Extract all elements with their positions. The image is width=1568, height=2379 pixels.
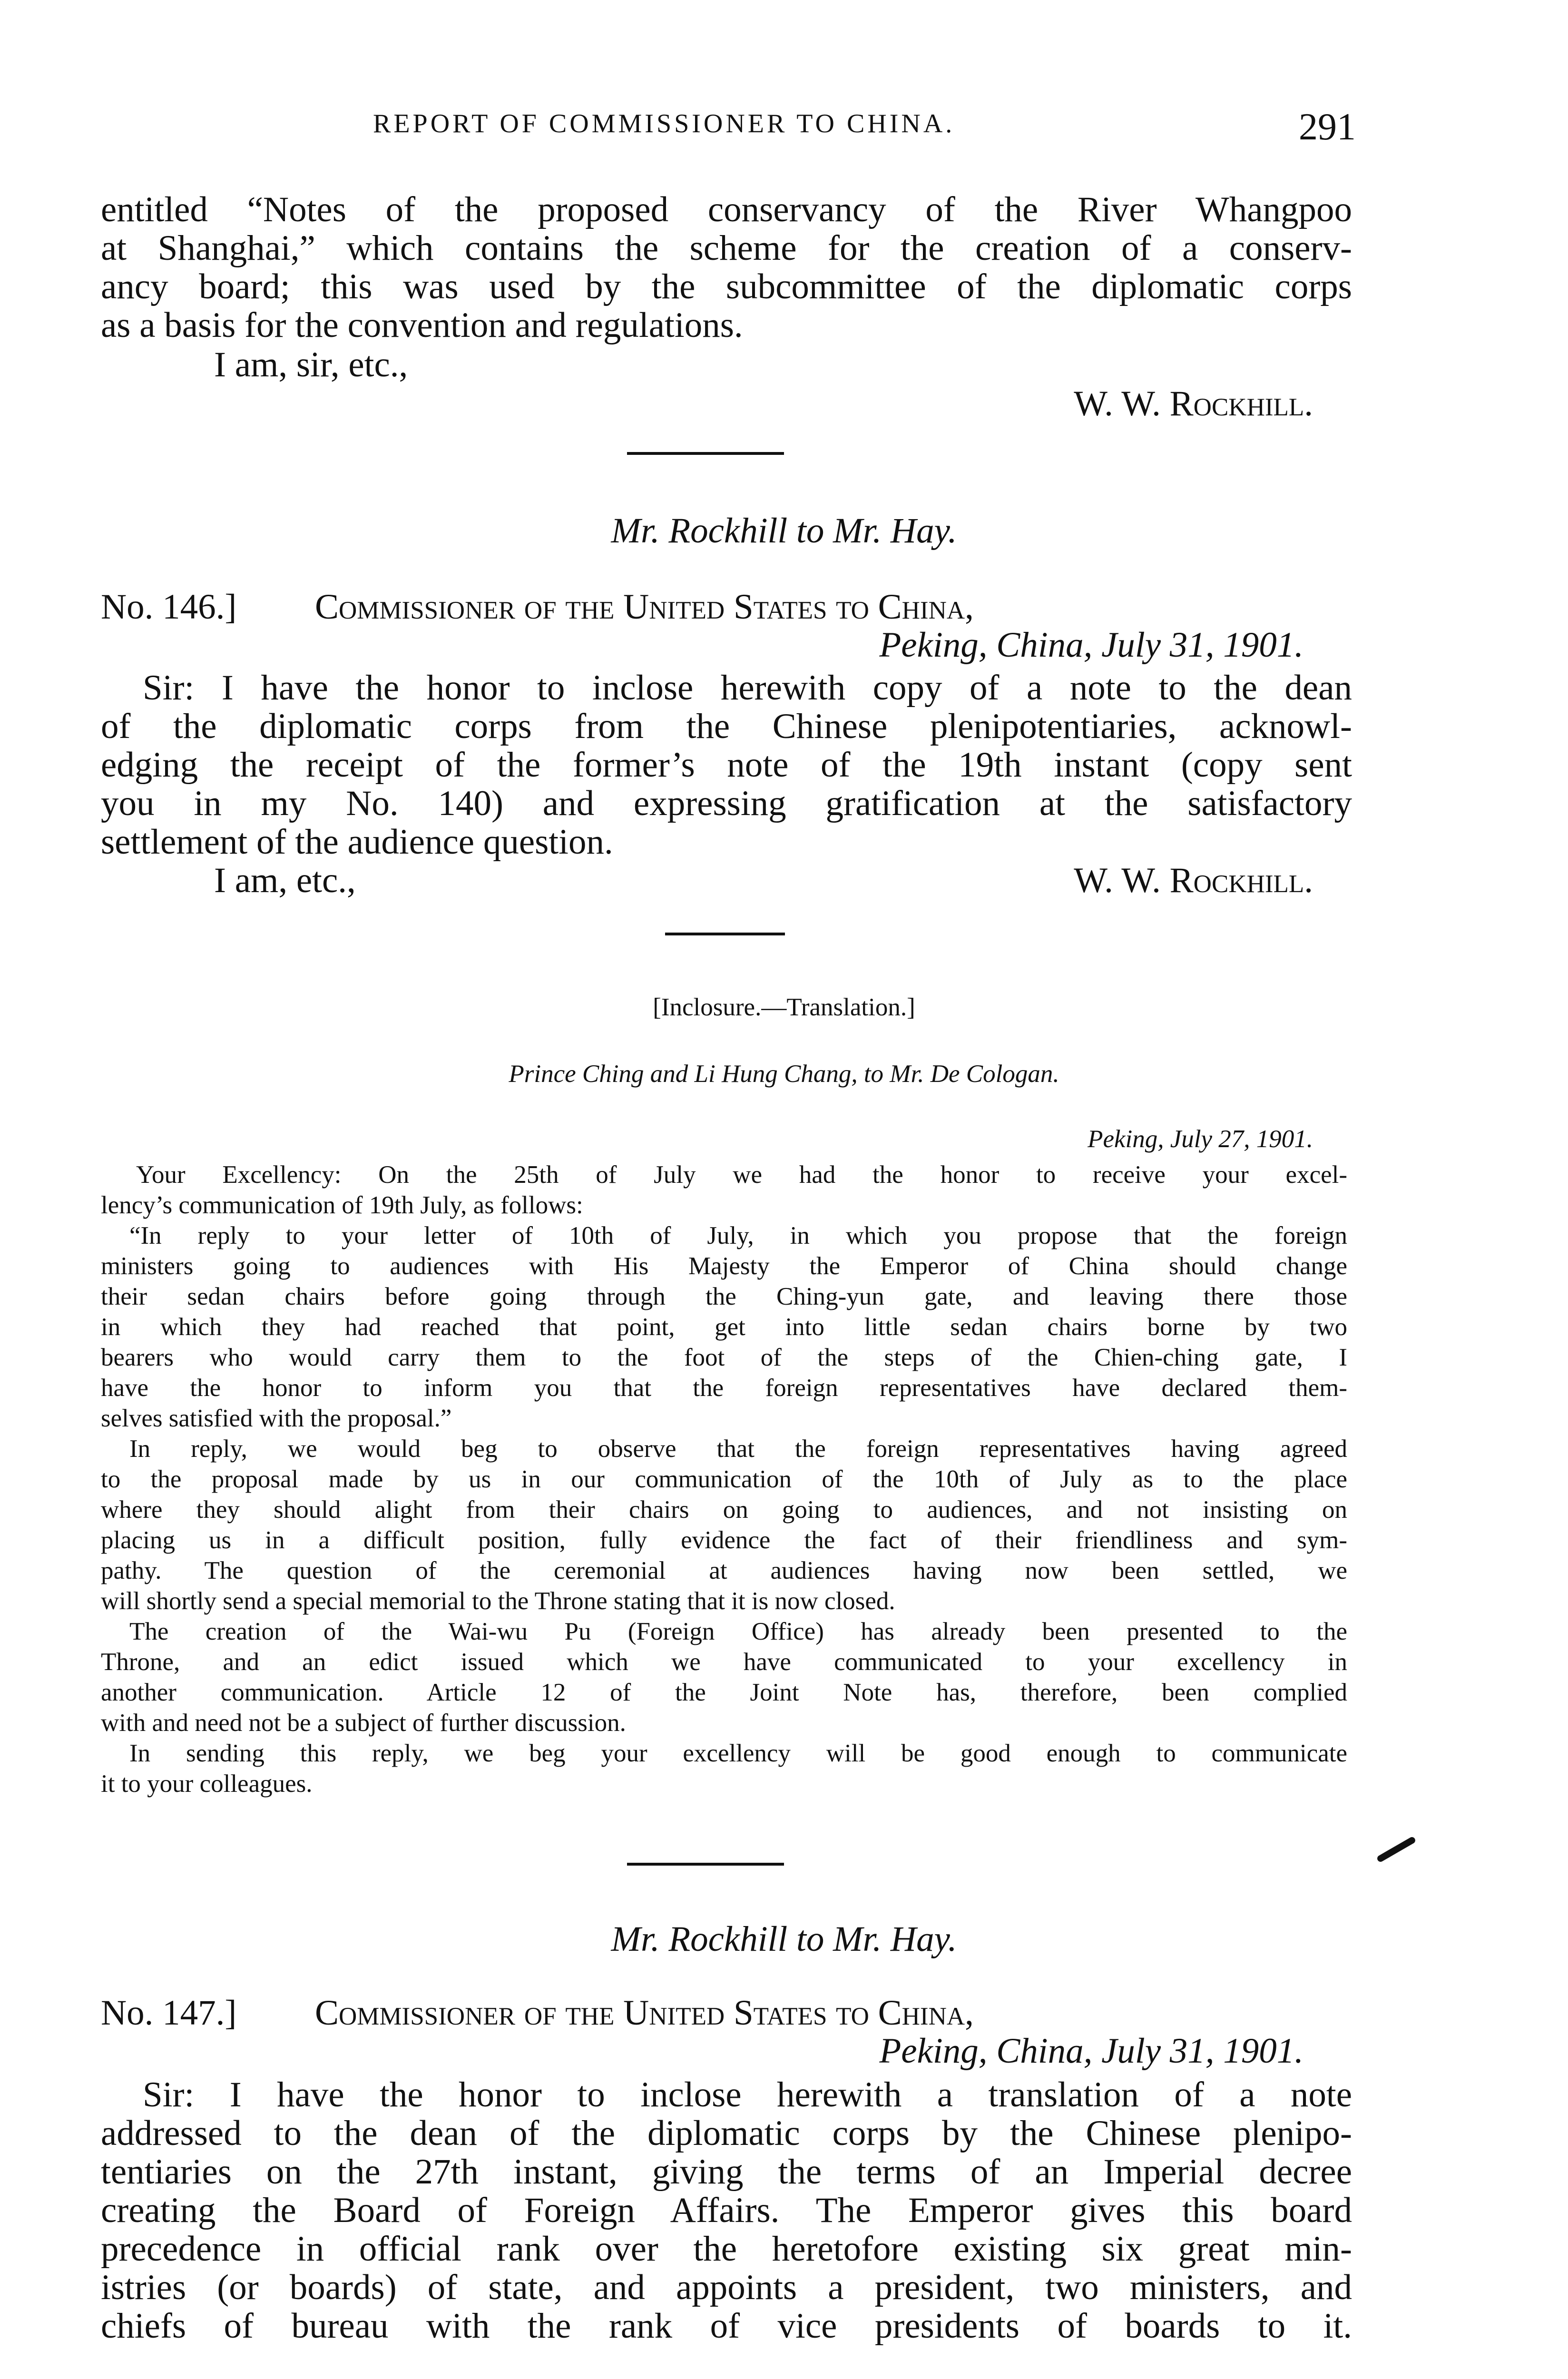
inclosure-body: [101, 1160, 1347, 1799]
text-line: The creation of the Wai-wu Pu (Foreign Office) has already been presented to the: [129, 1618, 1347, 1645]
letter2-body: [101, 2075, 1352, 2345]
text-line: tentiaries on the 27th instant, giving the terms of an Imperial decree: [101, 2152, 1352, 2192]
header-title: REPORT OF COMMISSIONER TO CHINA.: [373, 109, 955, 138]
text-line: have the honor to inform you that the foreign representatives have declared them-: [101, 1374, 1347, 1402]
text-line: In sending this reply, we beg your excellency will be good enough to communicate: [129, 1740, 1347, 1767]
intro-paragraph: [101, 190, 1352, 344]
text-line: where they should alight from their chairs on going to audiences, and not insisting on: [101, 1496, 1347, 1524]
text-line: settlement of the audience question.: [101, 822, 613, 862]
letter2-number: No. 147.]: [101, 1993, 237, 2033]
text-line: pathy. The question of the ceremonial at audiences having now been settled, we: [101, 1557, 1347, 1584]
text-line: creating the Board of Foreign Affairs. The Emperor gives this board: [101, 2191, 1352, 2230]
text-line: entitled “Notes of the proposed conservancy of the River Whangpoo: [101, 190, 1352, 229]
ink-mark: [1376, 1836, 1417, 1863]
text-line: their sedan chairs before going through the Ching-yun gate, and leaving there those: [101, 1283, 1347, 1310]
text-line: at Shanghai,” which contains the scheme for the creation of a conserv-: [101, 228, 1352, 268]
inclosure-label: [Inclosure.—Translation.]: [653, 993, 915, 1021]
inclosure-dateline: Peking, July 27, 1901.: [1088, 1125, 1313, 1153]
letter1-dateline: Peking, China, July 31, 1901.: [879, 625, 1303, 665]
letter1-body: [101, 668, 1352, 861]
text-line: In reply, we would beg to observe that the foreign representatives having agreed: [129, 1435, 1347, 1463]
text-line: Sir: I have the honor to inclose herewith copy of a note to the dean: [143, 668, 1352, 708]
running-header: [100, 106, 1356, 158]
page-number: 291: [1299, 106, 1356, 148]
letter1-heading: Mr. Rockhill to Mr. Hay.: [611, 511, 957, 551]
inclosure-heading: Prince Ching and Li Hung Chang, to Mr. De Cologan.: [509, 1060, 1059, 1088]
letter2-heading: Mr. Rockhill to Mr. Hay.: [611, 1919, 957, 1959]
text-line: in which they had reached that point, get into little sedan chairs borne by two: [101, 1313, 1347, 1341]
letter1-signature: W. W. Rockhill.: [1074, 861, 1313, 900]
section-divider: [665, 933, 785, 935]
text-line: will shortly send a special memorial to the Throne stating that it is now closed.: [101, 1587, 895, 1615]
text-line: Sir: I have the honor to inclose herewith a translation of a note: [143, 2075, 1352, 2114]
text-line: ancy board; this was used by the subcommittee of the diplomatic corps: [101, 267, 1352, 306]
text-line: you in my No. 140) and expressing gratification at the satisfactory: [101, 784, 1352, 823]
letter1-sender: Commissioner of the United States to China,: [315, 587, 974, 627]
text-line: chiefs of bureau with the rank of vice presidents of boards to it.: [101, 2306, 1352, 2346]
letter1-number: No. 146.]: [101, 587, 237, 627]
intro-closing: I am, sir, etc.,: [214, 345, 408, 384]
text-line: as a basis for the convention and regulations.: [101, 305, 743, 345]
text-line: placing us in a difficult position, fully evidence the fact of their friendliness and sym-: [101, 1526, 1347, 1554]
text-line: Throne, and an edict issued which we have communicated to your excellency in: [101, 1648, 1347, 1676]
text-line: Your Excellency: On the 25th of July we had the honor to receive your excel-: [136, 1161, 1347, 1189]
text-line: edging the receipt of the former’s note of the 19th instant (copy sent: [101, 745, 1352, 785]
text-line: bearers who would carry them to the foot of the steps of the Chien-ching gate, I: [101, 1344, 1347, 1371]
section-divider: [627, 452, 784, 455]
text-line: selves satisfied with the proposal.”: [101, 1405, 452, 1432]
text-line: with and need not be a subject of further discussion.: [101, 1709, 626, 1737]
text-line: another communication. Article 12 of the Joint Note has, therefore, been complied: [101, 1679, 1347, 1706]
text-line: to the proposal made by us in our communication of the 10th of July as to the place: [101, 1465, 1347, 1493]
text-line: addressed to the dean of the diplomatic corps by the Chinese plenipo-: [101, 2114, 1352, 2153]
text-line: of the diplomatic corps from the Chinese plenipotentiaries, acknowl-: [101, 707, 1352, 746]
text-line: ministers going to audiences with His Majesty the Emperor of China should change: [101, 1252, 1347, 1280]
letter2-dateline: Peking, China, July 31, 1901.: [879, 2031, 1303, 2071]
text-line: istries (or boards) of state, and appoints a president, two ministers, and: [101, 2268, 1352, 2307]
text-line: lency’s communication of 19th July, as follows:: [101, 1191, 583, 1219]
text-line: precedence in official rank over the heretofore existing six great min-: [101, 2229, 1352, 2269]
intro-signature: W. W. Rockhill.: [1074, 384, 1313, 423]
text-line: it to your colleagues.: [101, 1770, 313, 1798]
section-divider: [627, 1863, 784, 1866]
letter1-closing: I am, etc.,: [214, 861, 356, 900]
letter2-sender: Commissioner of the United States to China,: [315, 1993, 974, 2033]
text-line: “In reply to your letter of 10th of July, in which you propose that the foreign: [129, 1222, 1347, 1249]
